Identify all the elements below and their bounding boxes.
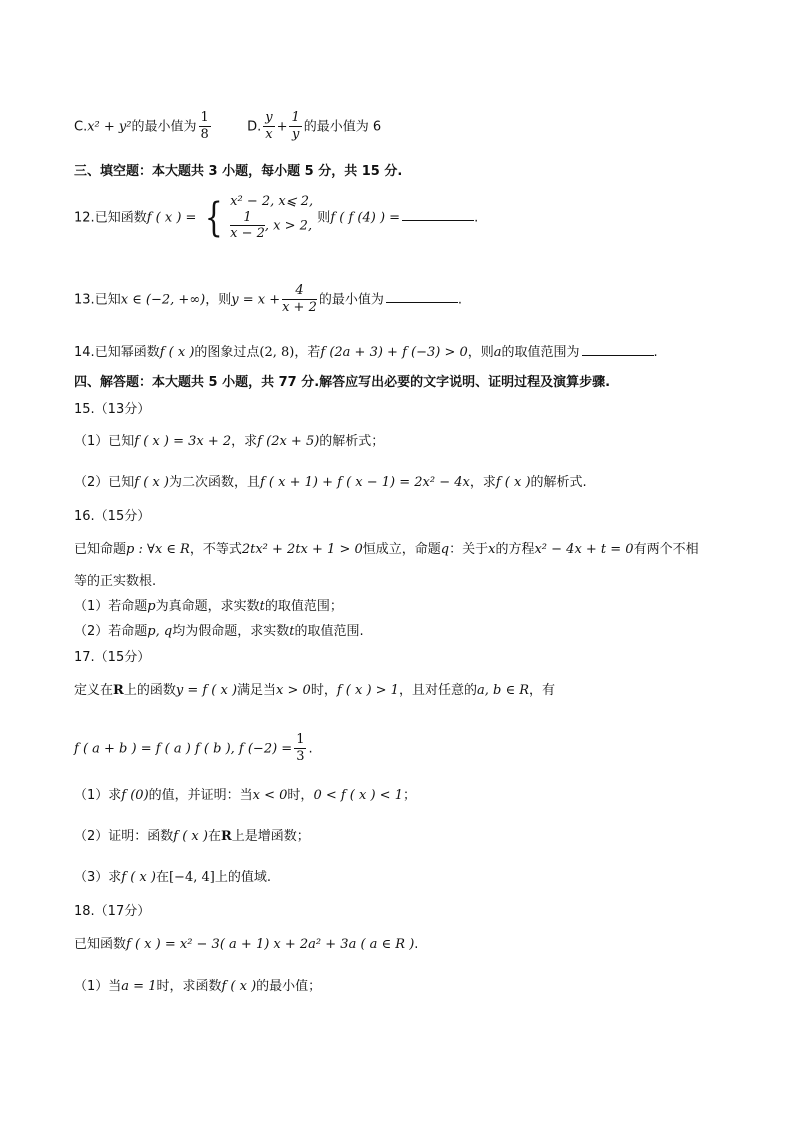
q16-stem-line-2: 等的正实数根.: [74, 574, 157, 589]
question-13: 13.已知x ∈ (−2, +∞)，则y = x + $\frac{4}{x + 2}$ 的最小值为 .: [74, 283, 463, 316]
q14-inequality: f (2a + 3) + f (−3) > 0: [320, 345, 468, 360]
q16-part-1: （1）若命题p为真命题，求实数t的取值范围；: [74, 599, 343, 614]
q13-answer-blank[interactable]: [386, 290, 458, 303]
q13-fraction: $\frac{4}{x + 2}$: [282, 283, 317, 316]
q15-header: 15.（13分）: [74, 402, 151, 417]
piecewise-cases: [230, 194, 313, 242]
option-c-text: 的最小值为: [131, 119, 197, 135]
q12-ask: f ( f (4) ) =: [330, 210, 401, 226]
q15-part-1: （1）已知f ( x ) = 3x + 2，求f (2x + 5)的解析式；: [74, 434, 385, 449]
q14-answer-blank[interactable]: [582, 343, 654, 356]
option-c-label: C.: [74, 119, 88, 135]
option-d-label: D.: [247, 119, 262, 135]
section-4-title: 四、解答题：本大题共 5 小题，共 77 分.解答应写出必要的文字说明、证明过程及演算步骤.: [74, 375, 611, 390]
question-12: 12.已知函数f ( x ) = { x² − 2, x⩽ 2, $\frac{1}{x - 2}$ , x > 2, 则f ( f (4) ) = .: [74, 194, 479, 242]
q18-header: 18.（17分）: [74, 904, 151, 919]
case-2: $\frac{1}{x - 2}$ , x > 2,: [230, 209, 313, 242]
q17-part-3: （3）求f ( x )在[−4, 4]上的值域.: [74, 870, 271, 885]
q17-stem-line-2: f ( a + b ) = f ( a ) f ( b ), f (−2) = $\frac{1}{3}$ .: [74, 732, 313, 765]
q15-part-2: （2）已知f ( x )为二次函数，且f ( x + 1) + f ( x − 1) = 2x² − 4x，求f ( x )的解析式.: [74, 475, 587, 490]
option-d-fraction-b: $\frac{1}{y}$: [291, 110, 300, 143]
option-d-text: 的最小值为 6: [303, 119, 382, 135]
q12-answer-blank[interactable]: [402, 208, 474, 221]
q16-stem-line-1: 已知命题p : ∀x ∈ R，不等式2tx² + 2tx + 1 > 0恒成立，命题q：关于x的方程x² − 4x + t = 0有两个不相: [74, 542, 699, 557]
q13-expr: y = x +: [231, 292, 281, 308]
option-c-expr: x² + y²: [87, 119, 132, 135]
piecewise-brace: {: [204, 194, 223, 241]
q17-fraction: $\frac{1}{3}$: [296, 732, 305, 765]
q17-stem-line-1: 定义在R上的函数y = f ( x )满足当x > 0时，f ( x ) > 1，且对任意的a, b ∈ R，有: [74, 683, 555, 698]
q17-part-2: （2）证明：函数f ( x )在R上是增函数；: [74, 829, 310, 844]
q13-domain: x ∈ (−2, +∞): [120, 292, 206, 308]
q17-header: 17.（15分）: [74, 650, 151, 665]
q12-fx: f ( x ) =: [146, 210, 197, 226]
option-d-fraction-a: $\frac{y}{x}$: [265, 110, 273, 143]
case-1: x² − 2, x⩽ 2,: [230, 194, 314, 209]
q18-stem: 已知函数f ( x ) = x² − 3( a + 1) x + 2a² + 3a ( a ∈ R ).: [74, 937, 419, 952]
option-c-d-line: C.x² + y²的最小值为 $\frac{1}{8}$ D. $\frac{y}{x}$ + $\frac{1}{y}$ 的最小值为 6: [74, 110, 382, 143]
q18-part-1: （1）当a = 1时，求函数f ( x )的最小值；: [74, 979, 322, 994]
question-14: 14.已知幂函数f ( x )的图象过点(2, 8)，若f (2a + 3) + f (−3) > 0，则a的取值范围为 .: [74, 345, 658, 360]
section-3-title: 三、填空题：本大题共 3 小题，每小题 5 分，共 15 分.: [74, 164, 403, 179]
option-c-fraction: $\frac{1}{8}$: [200, 110, 209, 143]
q14-point: (2, 8): [259, 345, 295, 360]
q16-part-2: （2）若命题p, q均为假命题，求实数t的取值范围.: [74, 624, 364, 639]
q16-header: 16.（15分）: [74, 509, 151, 524]
q17-part-1: （1）求f (0)的值，并证明：当x < 0时，0 < f ( x ) < 1；: [74, 788, 416, 803]
